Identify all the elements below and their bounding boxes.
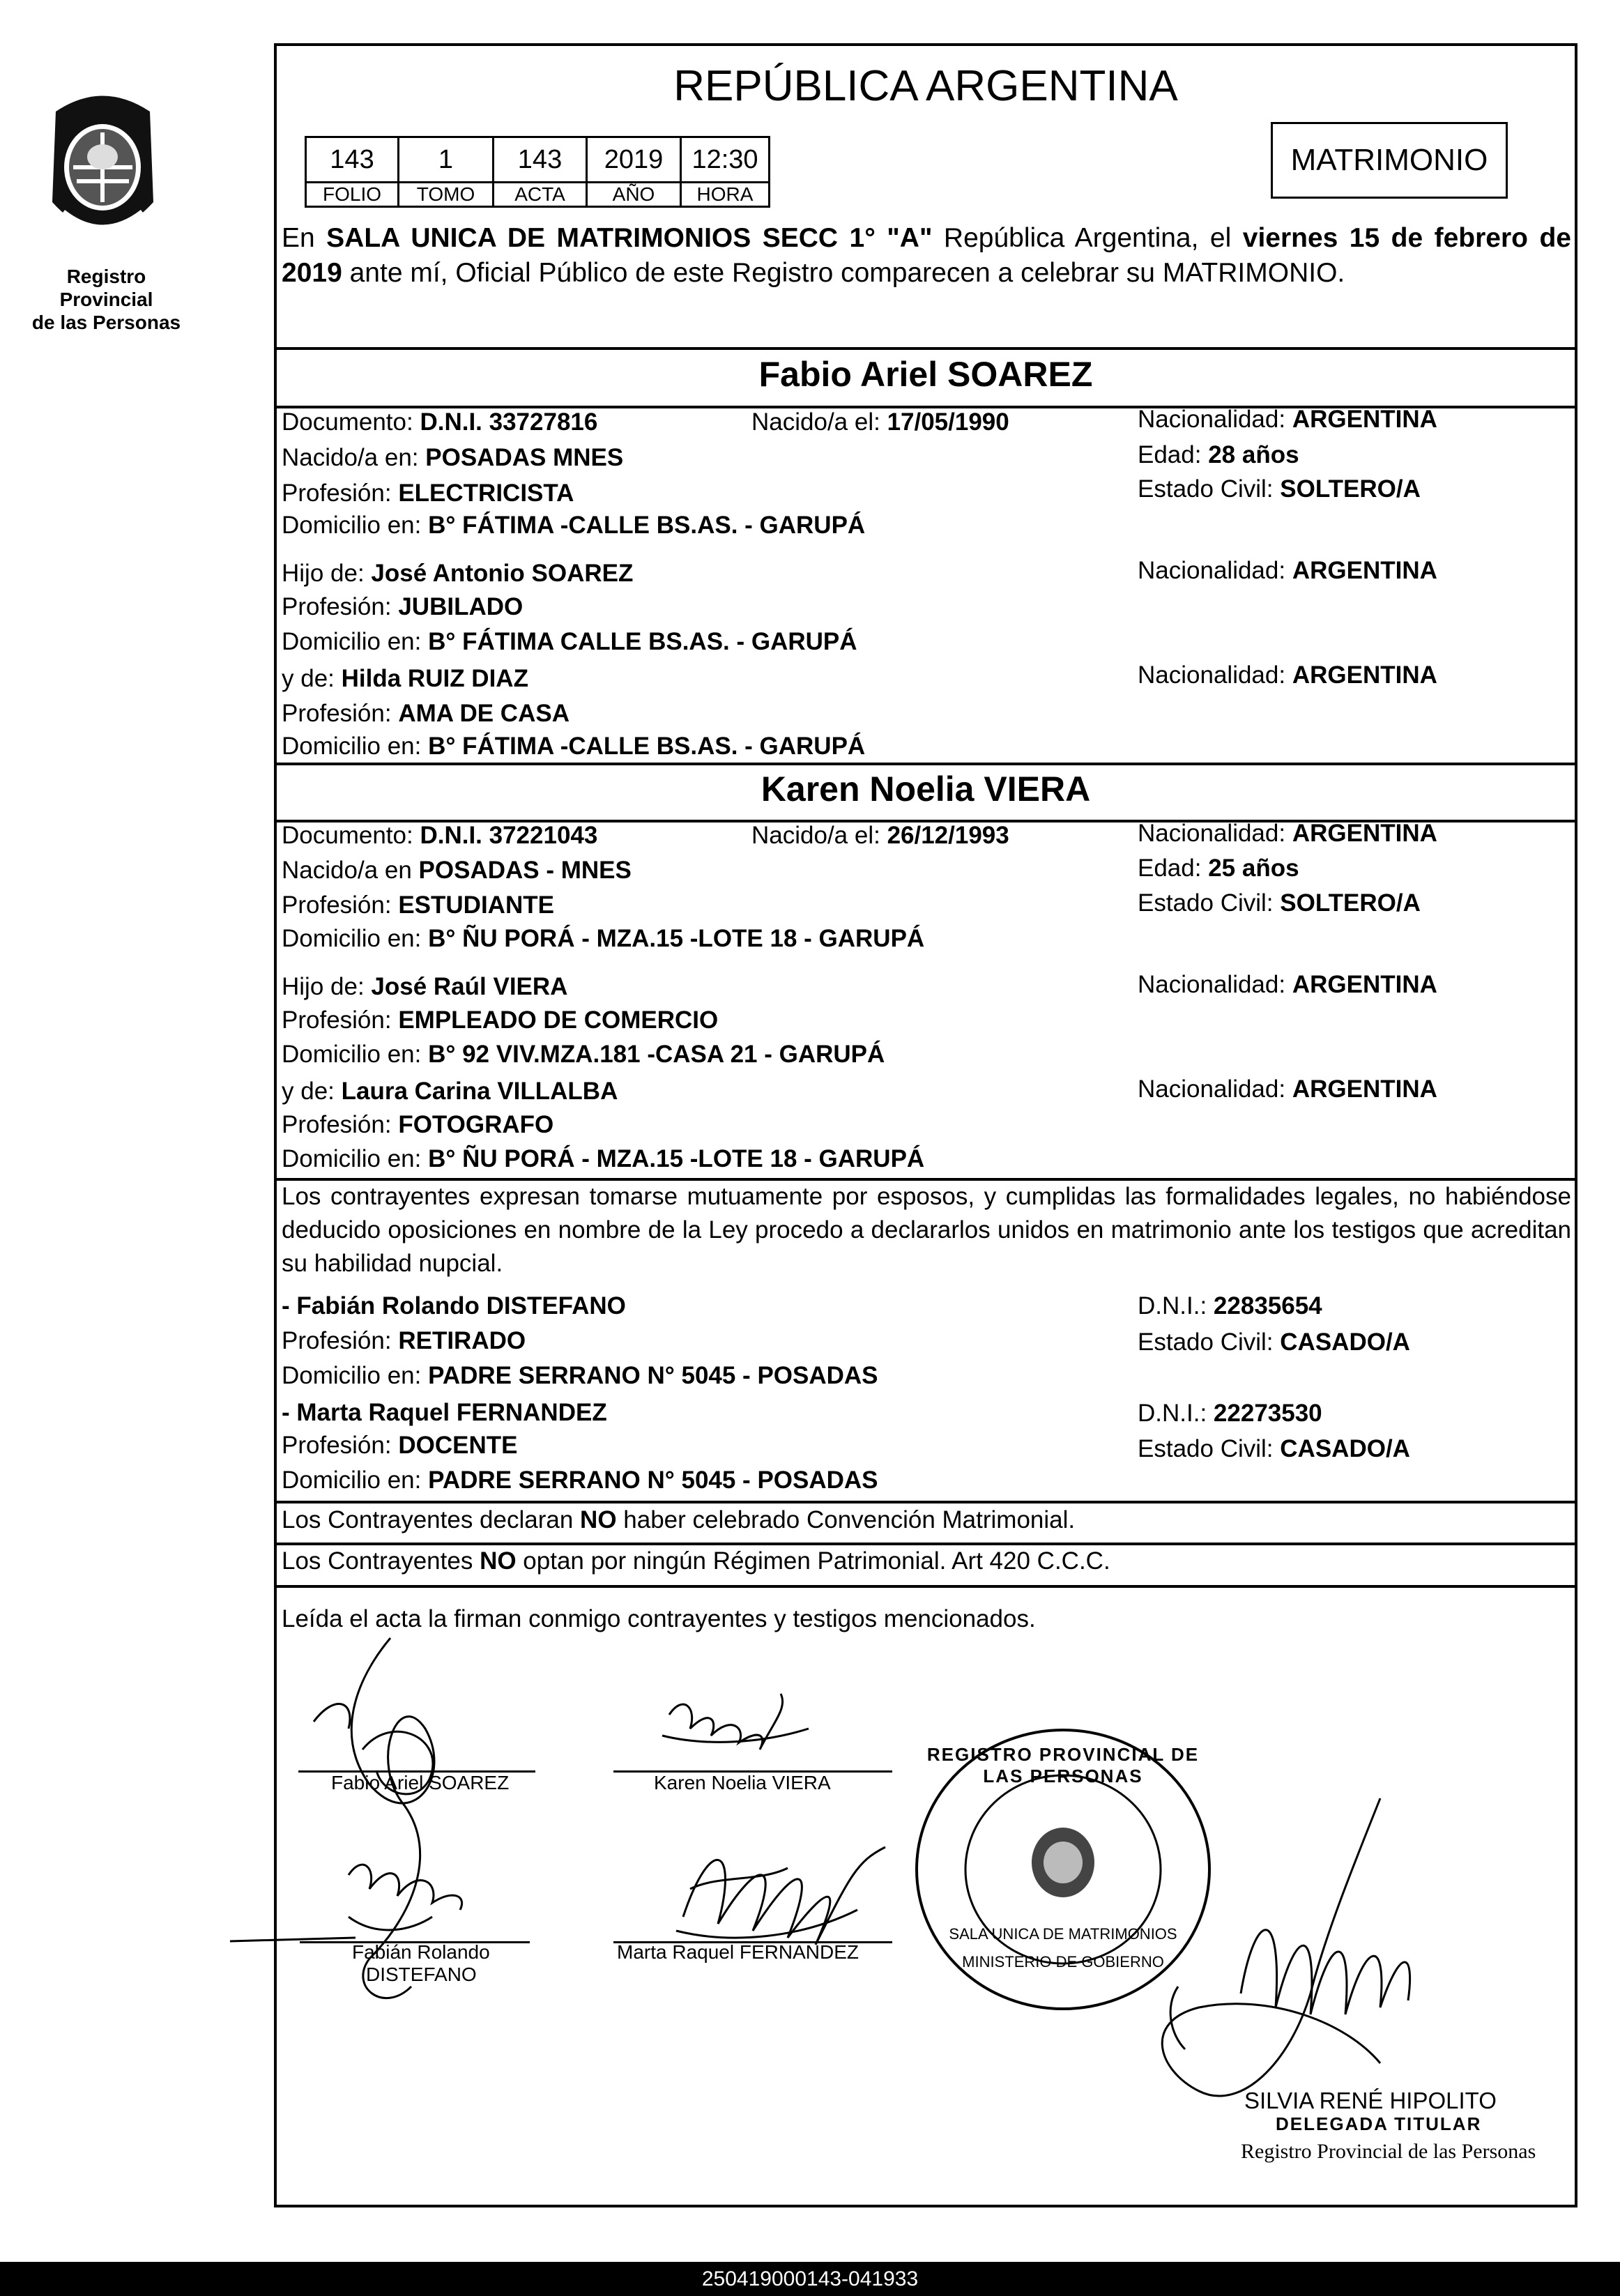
official-name: SILVIA RENÉ HIPOLITO	[1244, 2088, 1497, 2113]
year-label: AÑO	[587, 183, 681, 207]
bride-father: Hijo de: José Raúl VIERA	[282, 973, 568, 1000]
handwritten-signatures	[230, 1624, 927, 2028]
groom-nationality: Nacionalidad: ARGENTINA	[1138, 406, 1437, 433]
groom-profession: Profesión: ELECTRICISTA	[282, 480, 574, 507]
groom-mother-nationality: Nacionalidad: ARGENTINA	[1138, 661, 1437, 689]
misiones-seal-icon	[42, 84, 164, 258]
bride-mother-nationality: Nacionalidad: ARGENTINA	[1138, 1076, 1437, 1103]
groom-doc: Documento: D.N.I. 33727816	[282, 408, 598, 436]
groom-father-nationality: Nacionalidad: ARGENTINA	[1138, 557, 1437, 584]
witness2-name: - Marta Raquel FERNANDEZ	[282, 1399, 607, 1426]
groom-name: Fabio Ariel SOAREZ	[758, 355, 1093, 394]
tomo-label: TOMO	[399, 183, 494, 207]
stamp-outer-text: REGISTRO PROVINCIAL DE LAS PERSONAS	[926, 1744, 1200, 1786]
bride-name: Karen Noelia VIERA	[761, 770, 1091, 809]
witness2-civil-status: Estado Civil: CASADO/A	[1138, 1435, 1410, 1462]
record-type-box	[1271, 122, 1508, 199]
stamp-inner-text: SALA UNICA DE MATRIMONIOS	[949, 1925, 1177, 1943]
convention-statement: Los Contrayentes declaran NO haber celebrado Convención Matrimonial.	[282, 1506, 1076, 1533]
acta-label: ACTA	[494, 183, 587, 207]
official-role: DELEGADA TITULAR	[1276, 2113, 1482, 2134]
bride-mother-profession: Profesión: FOTOGRAFO	[282, 1111, 554, 1138]
official-signature	[1115, 1784, 1534, 2119]
folio-label: FOLIO	[306, 183, 399, 207]
sig-label-bride: Karen Noelia VIERA	[654, 1772, 831, 1793]
stamp-bottom-text: MINISTERIO DE GOBIERNO	[962, 1953, 1164, 1970]
document-code: 250419000143-041933	[701, 2267, 919, 2290]
witness1-address: Domicilio en: PADRE SERRANO N° 5045 - POSADAS	[282, 1362, 878, 1389]
hour-label: HORA	[681, 183, 770, 207]
bride-father-address: Domicilio en: B° 92 VIV.MZA.181 -CASA 21 - GARUPÁ	[282, 1041, 885, 1068]
groom-father: Hijo de: José Antonio SOAREZ	[282, 560, 634, 587]
witness1-profession: Profesión: RETIRADO	[282, 1327, 526, 1354]
groom-address: Domicilio en: B° FÁTIMA -CALLE BS.AS. - GARUPÁ	[282, 512, 866, 539]
hour-value: 12:30	[681, 137, 770, 183]
groom-father-profession: Profesión: JUBILADO	[282, 593, 524, 620]
bride-address: Domicilio en: B° ÑU PORÁ - MZA.15 -LOTE 18 - GARUPÁ	[282, 925, 925, 952]
witness2-profession: Profesión: DOCENTE	[282, 1432, 518, 1459]
acta-value: 143	[494, 137, 587, 183]
bride-doc: Documento: D.N.I. 37221043	[282, 822, 598, 849]
folio-value: 143	[306, 137, 399, 183]
sig-label-witness2: Marta Raquel FERNANDEZ	[617, 1941, 859, 1963]
bride-father-nationality: Nacionalidad: ARGENTINA	[1138, 971, 1437, 998]
bride-mother-address: Domicilio en: B° ÑU PORÁ - MZA.15 -LOTE 18 - GARUPÁ	[282, 1145, 925, 1172]
bride-mother: y de: Laura Carina VILLALBA	[282, 1078, 618, 1105]
sig-label-groom: Fabio Ariel SOAREZ	[331, 1772, 510, 1793]
bride-father-profession: Profesión: EMPLEADO DE COMERCIO	[282, 1007, 719, 1034]
witness1-dni: D.N.I.: 22835654	[1138, 1292, 1322, 1319]
bride-nationality: Nacionalidad: ARGENTINA	[1138, 820, 1437, 847]
witness2-dni: D.N.I.: 22273530	[1138, 1400, 1322, 1427]
province-logo	[42, 84, 164, 258]
document-code-bar	[0, 2262, 1620, 2296]
bride-profession: Profesión: ESTUDIANTE	[282, 891, 554, 919]
document-title: REPÚBLICA ARGENTINA	[673, 62, 1178, 110]
bride-born: Nacido/a el: 26/12/1993	[751, 822, 1009, 849]
sig-label-witness1-line1: Fabián Rolando	[352, 1941, 490, 1963]
bride-civil-status: Estado Civil: SOLTERO/A	[1138, 889, 1421, 917]
groom-birthplace: Nacido/a en: POSADAS MNES	[282, 444, 624, 471]
bride-age: Edad: 25 años	[1138, 855, 1299, 882]
witness1-name: - Fabián Rolando DISTEFANO	[282, 1292, 626, 1319]
logo-caption-line1: Registro Provincial	[59, 266, 153, 310]
official-office: Registro Provincial de las Personas	[1241, 2140, 1536, 2163]
groom-age: Edad: 28 años	[1138, 441, 1299, 468]
groom-mother-profession: Profesión: AMA DE CASA	[282, 700, 570, 727]
groom-born: Nacido/a el: 17/05/1990	[751, 408, 1009, 436]
bride-birthplace: Nacido/a en POSADAS - MNES	[282, 857, 632, 884]
declaration-text: Los contrayentes expresan tomarse mutuamente por esposos, y cumplidas las formalidades legales, no habiéndose deducido oposiciones en nombre de la Ley procedo a declararlos unidos en matrimonio ante los testigos que acreditan su habilidad nupcial.	[282, 1183, 1571, 1277]
record-table	[305, 136, 770, 208]
year-value: 2019	[587, 137, 681, 183]
sig-label-witness1-line2: DISTEFANO	[366, 1964, 477, 1985]
groom-mother-address: Domicilio en: B° FÁTIMA -CALLE BS.AS. - GARUPÁ	[282, 733, 866, 760]
intro-paragraph: En SALA UNICA DE MATRIMONIOS SECC 1° "A" República Argentina, el viernes 15 de febrero de 2019 ante mí, Oficial Público de este Registro comparecen a celebrar su MATRIMONIO.	[282, 223, 1571, 288]
witness2-address: Domicilio en: PADRE SERRANO N° 5045 - POSADAS	[282, 1467, 878, 1494]
logo-caption-line2: de las Personas	[31, 312, 181, 333]
groom-civil-status: Estado Civil: SOLTERO/A	[1138, 475, 1421, 503]
tomo-value: 1	[399, 137, 494, 183]
groom-father-address: Domicilio en: B° FÁTIMA CALLE BS.AS. - GARUPÁ	[282, 628, 857, 655]
closing-statement: Leída el acta la firman conmigo contrayentes y testigos mencionados.	[282, 1605, 1036, 1632]
record-type: MATRIMONIO	[1290, 143, 1488, 177]
witness1-civil-status: Estado Civil: CASADO/A	[1138, 1329, 1410, 1356]
groom-mother: y de: Hilda RUIZ DIAZ	[282, 665, 528, 692]
regime-statement: Los Contrayentes NO optan por ningún Régimen Patrimonial. Art 420 C.C.C.	[282, 1547, 1110, 1575]
